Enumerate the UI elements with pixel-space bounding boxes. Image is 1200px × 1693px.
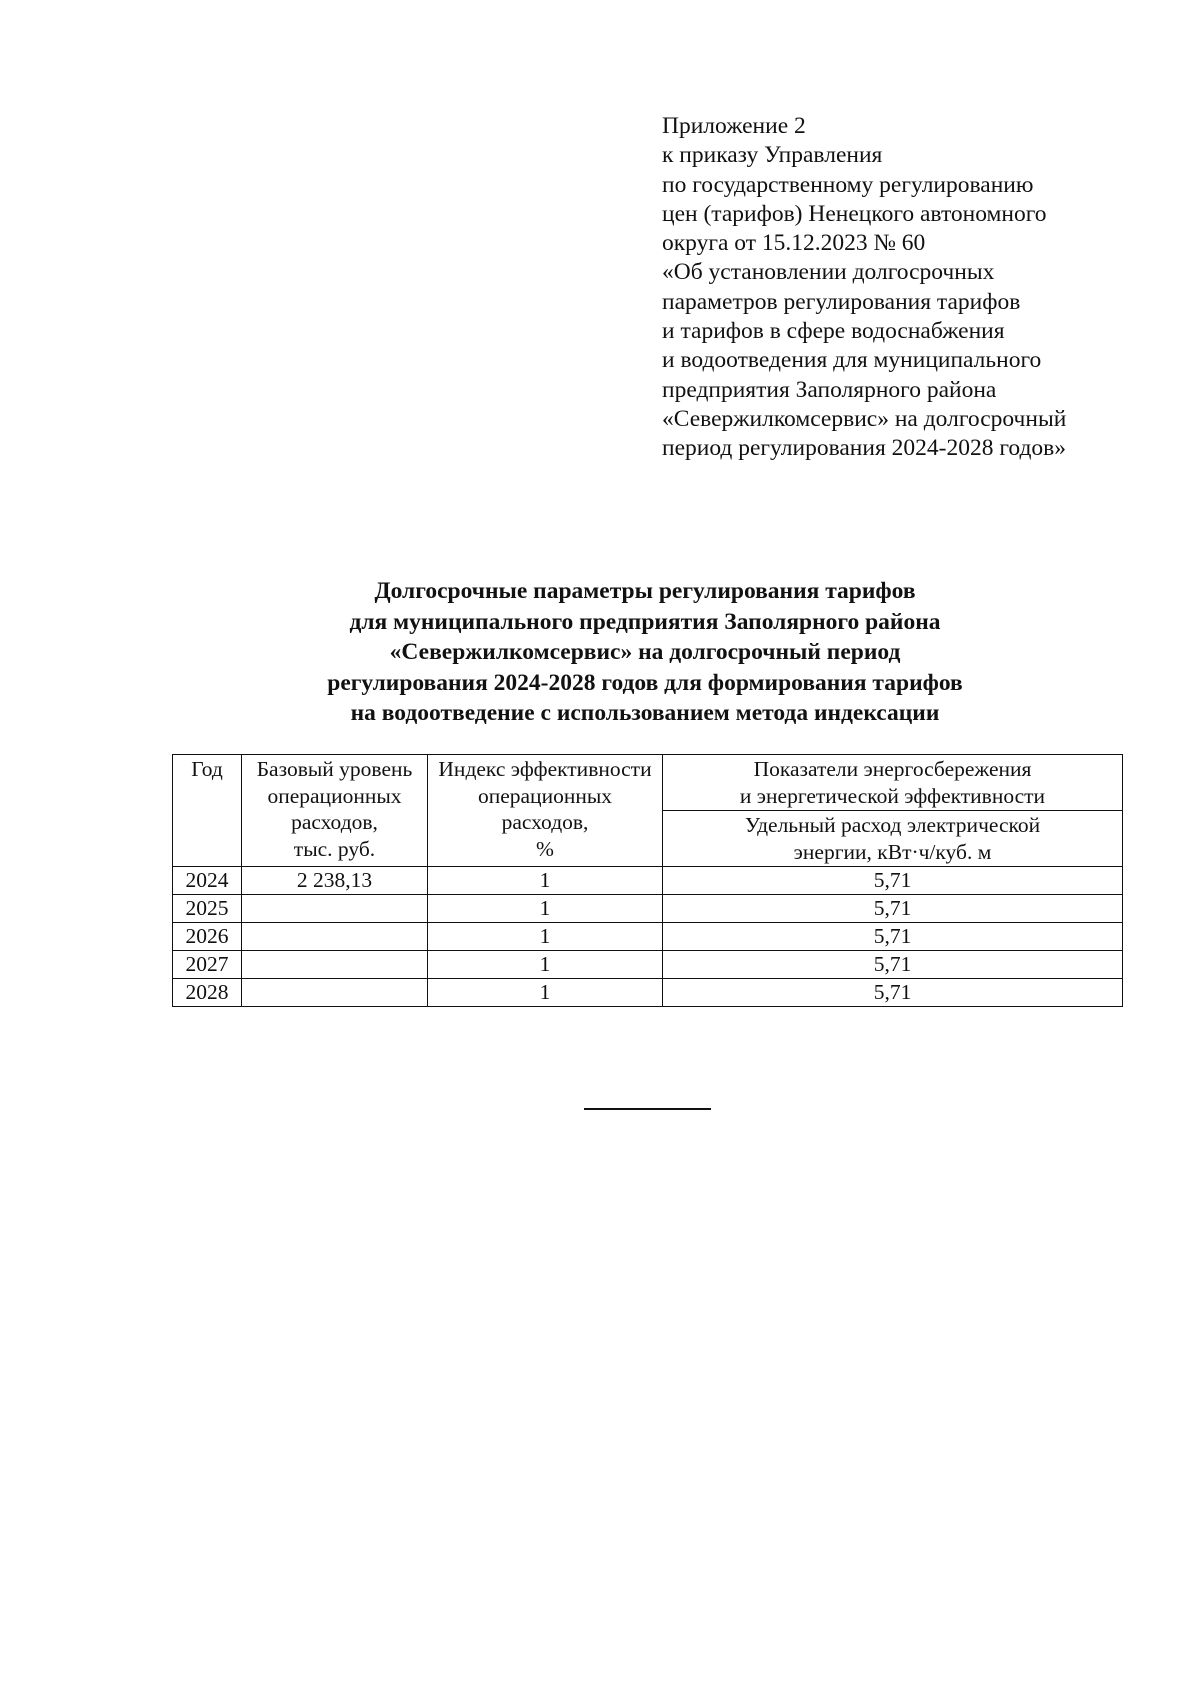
header-line: Базовый уровень — [256, 757, 413, 781]
appendix-line: цен (тарифов) Ненецкого автономного — [662, 200, 1047, 227]
appendix-line: параметров регулирования тарифов — [662, 288, 1021, 315]
header-line: расходов, — [501, 810, 589, 834]
cell-base-level — [242, 979, 428, 1007]
cell-energy: 5,71 — [663, 867, 1123, 895]
table-row — [173, 895, 1123, 923]
header-line: % — [536, 836, 554, 861]
appendix-line: «Об установлении долгосрочных — [662, 259, 995, 286]
cell-efficiency-index: 1 — [428, 979, 663, 1007]
cell-efficiency-index: 1 — [428, 923, 663, 951]
cell-efficiency-index: 1 — [428, 895, 663, 923]
parameters-table — [172, 754, 1123, 1007]
appendix-line: «Севержилкомсервис» на долгосрочный — [662, 405, 1067, 432]
appendix-line: округа от 15.12.2023 № 60 — [662, 230, 926, 257]
header-line: расходов, — [291, 810, 378, 834]
title-line: для муниципального предприятия Заполярного района — [349, 608, 941, 635]
header-line: операционных — [267, 783, 402, 808]
appendix-block — [662, 112, 1182, 464]
appendix-line: и тарифов в сфере водоснабжения — [662, 318, 1005, 345]
header-line: Показатели энергосбережения — [753, 757, 1032, 781]
table-header-row — [173, 755, 1123, 811]
header-line: Удельный расход электрической — [744, 813, 1041, 837]
header-line: операционных — [477, 783, 613, 808]
header-line: Индекс эффективности — [438, 757, 652, 781]
appendix-line: по государственному регулированию — [662, 171, 1034, 198]
header-energy-consumption — [663, 811, 1123, 867]
cell-base-level: 2 238,13 — [242, 867, 428, 895]
table-row — [173, 923, 1123, 951]
table-row — [173, 951, 1123, 979]
cell-year: 2027 — [173, 951, 242, 979]
cell-energy: 5,71 — [663, 895, 1123, 923]
header-line: энергии, кВт·ч/куб. м — [793, 839, 992, 864]
header-efficiency-index — [428, 755, 663, 867]
cell-base-level — [242, 923, 428, 951]
document-title — [160, 576, 1130, 729]
appendix-line: предприятия Заполярного района — [662, 376, 997, 403]
cell-year: 2025 — [173, 895, 242, 923]
header-line: и энергетической эффективности — [739, 783, 1046, 808]
header-base-level — [242, 755, 428, 867]
title-line: Долгосрочные параметры регулирования тарифов — [374, 578, 916, 604]
table-row — [173, 979, 1123, 1007]
appendix-line: к приказу Управления — [662, 142, 883, 169]
title-line: на водоотведение с использованием метода индексации — [350, 700, 940, 726]
header-year: Год — [173, 755, 242, 867]
cell-efficiency-index: 1 — [428, 867, 663, 895]
appendix-line: и водоотведения для муниципального — [662, 347, 1042, 374]
end-divider-line — [584, 1108, 711, 1110]
table-row — [173, 867, 1123, 895]
appendix-line: период регулирования 2024-2028 годов» — [662, 435, 1067, 462]
cell-efficiency-index: 1 — [428, 951, 663, 979]
cell-energy: 5,71 — [663, 951, 1123, 979]
appendix-line: Приложение 2 — [662, 113, 806, 139]
cell-year: 2024 — [173, 867, 242, 895]
header-energy-group — [663, 755, 1123, 811]
cell-energy: 5,71 — [663, 979, 1123, 1007]
title-line: регулирования 2024-2028 годов для формирования тарифов — [327, 669, 963, 696]
cell-base-level — [242, 895, 428, 923]
cell-base-level — [242, 951, 428, 979]
cell-year: 2028 — [173, 979, 242, 1007]
header-line: тыс. руб. — [293, 836, 376, 861]
title-line: «Севержилкомсервис» на долгосрочный период — [389, 639, 901, 665]
cell-energy: 5,71 — [663, 923, 1123, 951]
cell-year: 2026 — [173, 923, 242, 951]
